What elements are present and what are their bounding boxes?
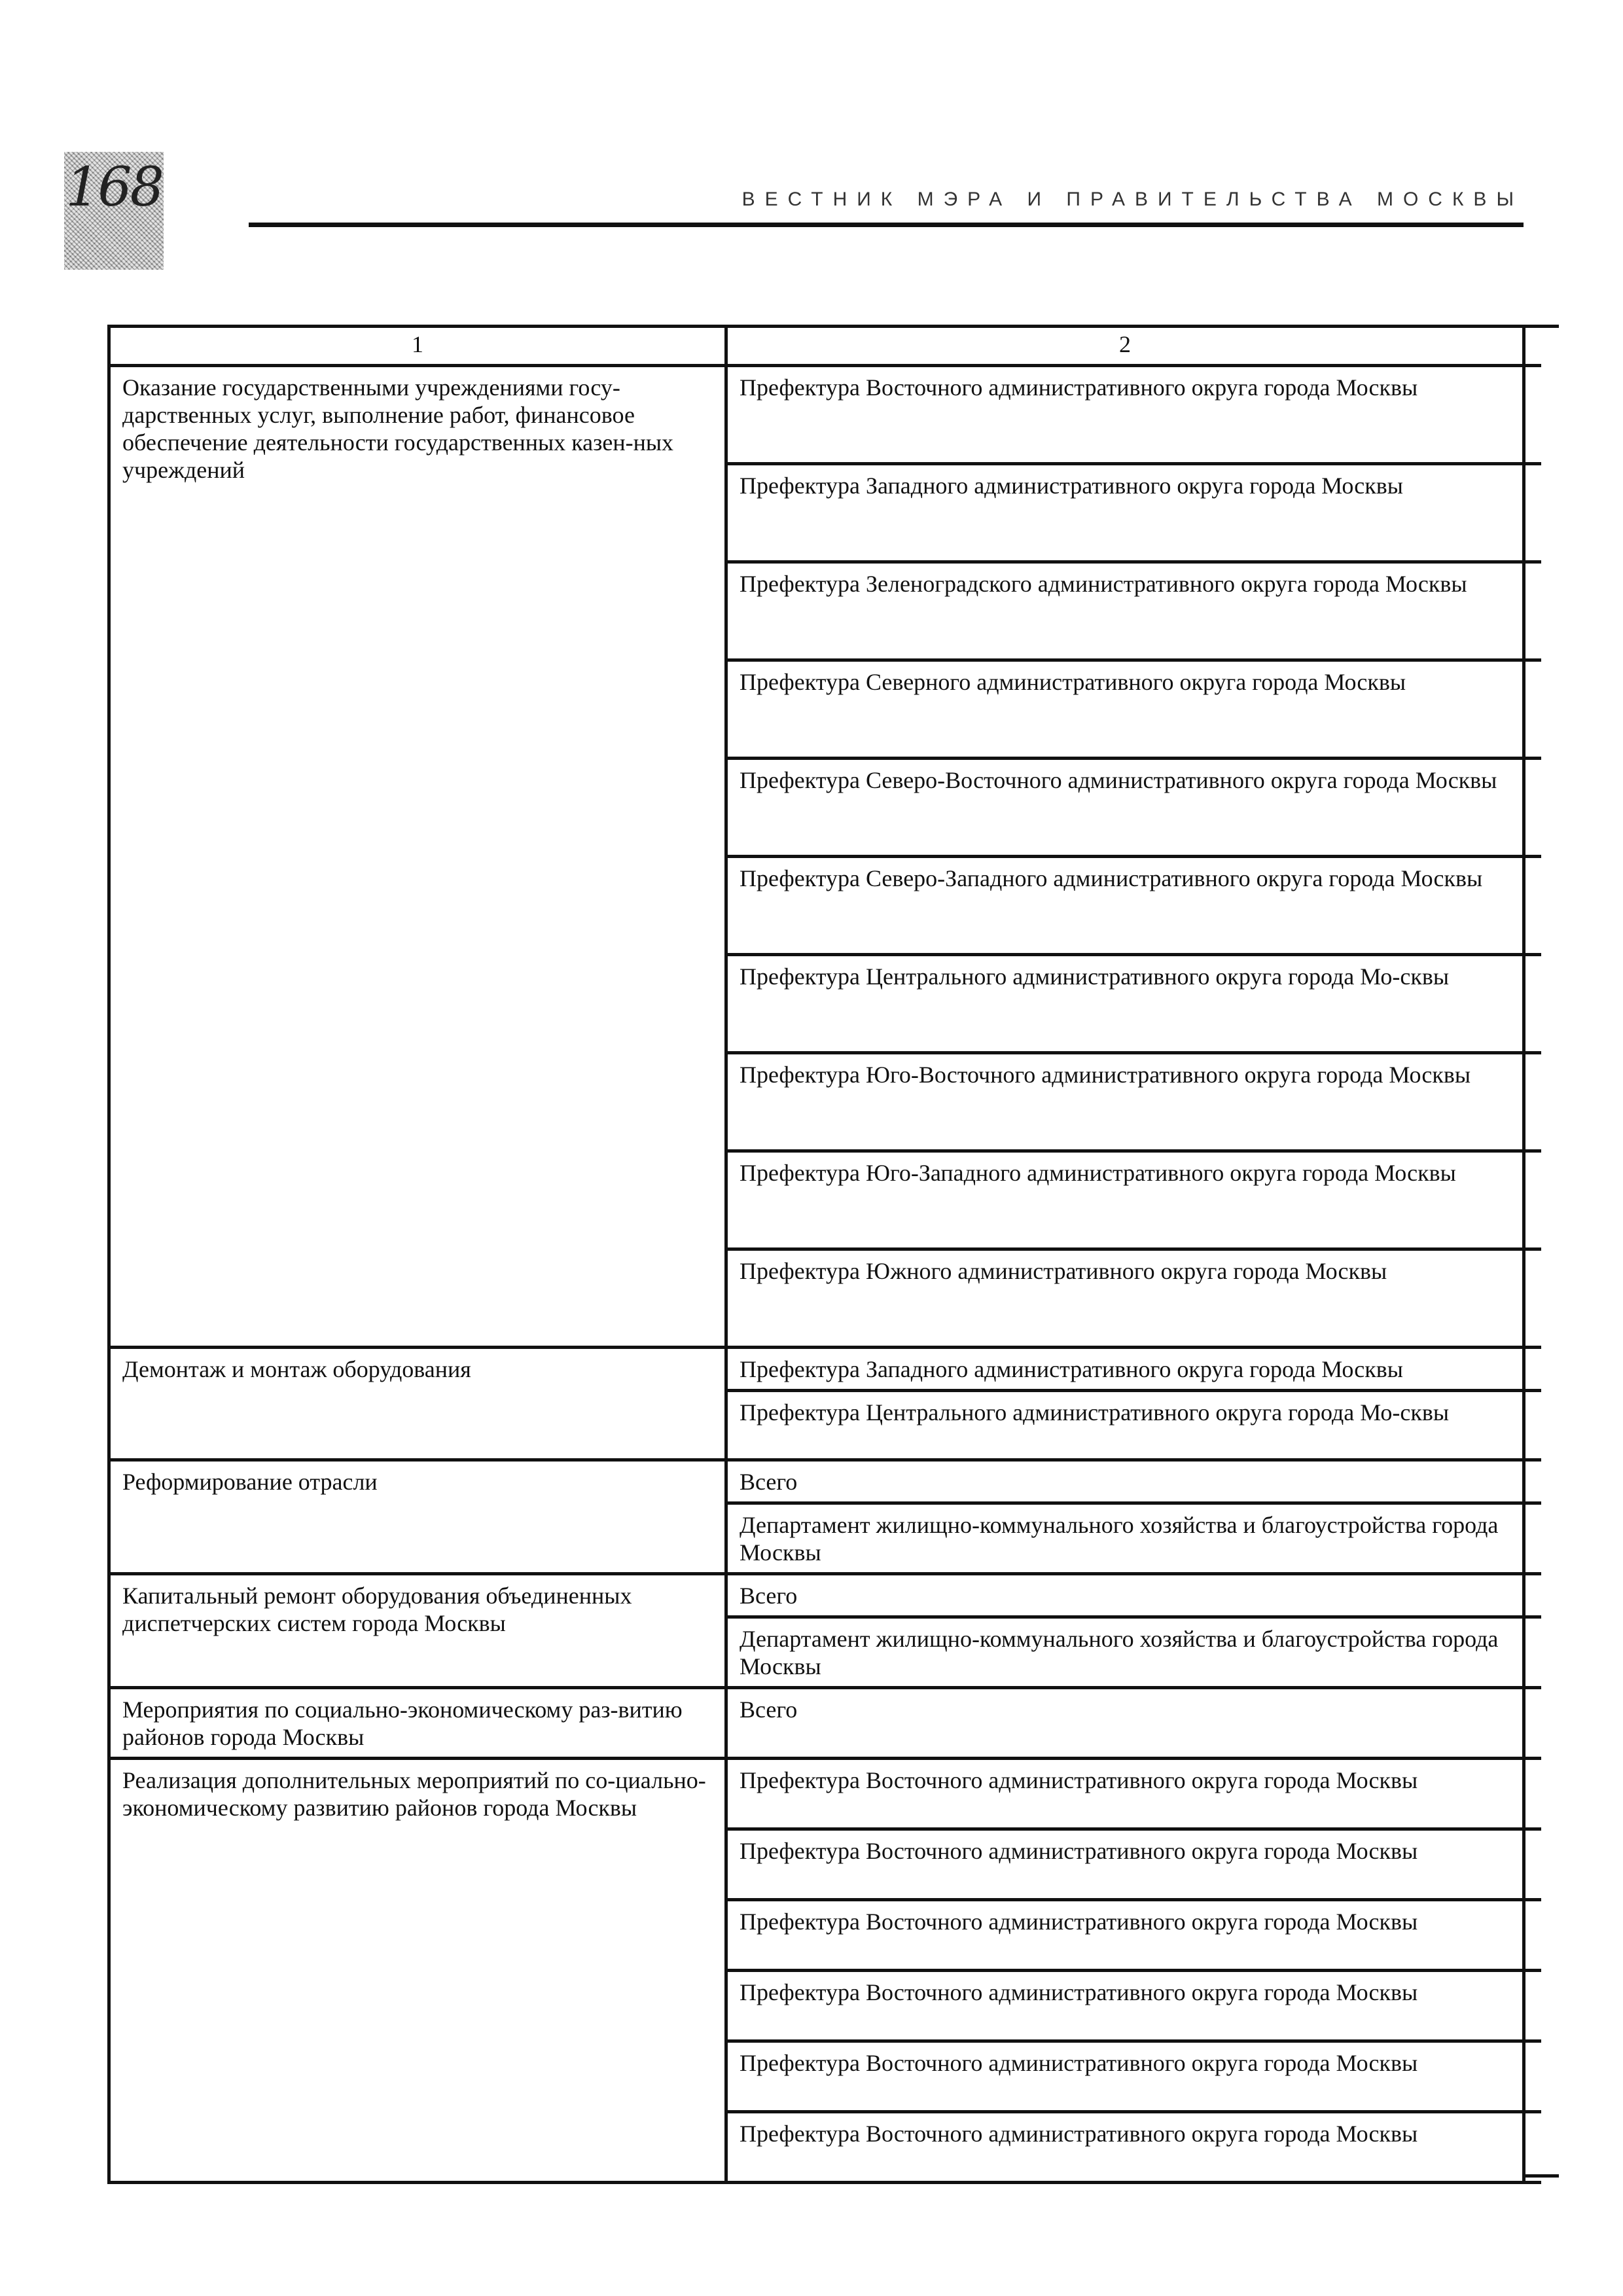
table-row <box>109 1759 1542 1829</box>
row-label: Мероприятия по социально-экономическому раз-витию районов города Москвы <box>109 1688 726 1759</box>
row-item: Префектура Восточного административного округа города Москвы <box>726 1829 1524 1900</box>
row-item: Департамент жилищно-коммунального хозяйства и благоустройства города Москвы <box>726 1617 1524 1688</box>
table-edge <box>1522 325 1559 328</box>
row-item: Департамент жилищно-коммунального хозяйства и благоустройства города Москвы <box>726 1503 1524 1574</box>
column-header-2: 2 <box>726 327 1524 366</box>
journal-title: ВЕСТНИК МЭРА И ПРАВИТЕЛЬСТВА МОСКВЫ <box>741 188 1524 210</box>
row-value <box>1524 1971 1542 2041</box>
row-label: Капитальный ремонт оборудования объединенных диспетчерских систем города Москвы <box>109 1574 726 1688</box>
row-value <box>1524 1503 1542 1574</box>
table-row <box>109 366 1542 464</box>
column-header-1: 1 <box>109 327 726 366</box>
row-value <box>1524 1688 1542 1759</box>
row-item: Префектура Северо-Западного административного округа города Москвы <box>726 857 1524 955</box>
row-item: Префектура Центрального административного округа города Мо-сквы <box>726 1391 1524 1460</box>
row-label: Демонтаж и монтаж оборудования <box>109 1348 726 1460</box>
row-value <box>1524 1151 1542 1249</box>
row-item: Префектура Восточного административного округа города Москвы <box>726 366 1524 464</box>
table-row <box>109 1574 1542 1617</box>
row-item: Всего <box>726 1688 1524 1759</box>
budget-table <box>107 325 1541 2184</box>
page-number-badge <box>64 152 164 270</box>
header-rule <box>249 223 1524 227</box>
row-value <box>1524 759 1542 857</box>
row-item: Префектура Восточного административного округа города Москвы <box>726 1971 1524 2041</box>
row-item: Префектура Восточного административного округа города Москвы <box>726 1900 1524 1971</box>
row-item: Префектура Восточного административного округа города Москвы <box>726 2112 1524 2183</box>
row-value <box>1524 1460 1542 1503</box>
row-item: Префектура Северо-Восточного административного округа города Москвы <box>726 759 1524 857</box>
row-item: Префектура Восточного административного округа города Москвы <box>726 2041 1524 2112</box>
row-label: Реализация дополнительных мероприятий по со-циально-экономическому развитию районов города Москвы <box>109 1759 726 2183</box>
column-header-3 <box>1524 327 1542 366</box>
row-item: Префектура Зеленоградского административного округа города Москвы <box>726 562 1524 660</box>
row-item: Префектура Западного административного округа города Москвы <box>726 1348 1524 1391</box>
row-value <box>1524 1574 1542 1617</box>
page-number: 168 <box>65 156 162 219</box>
row-value <box>1524 1829 1542 1900</box>
table-row <box>109 1688 1542 1759</box>
table-row <box>109 1348 1542 1391</box>
row-value <box>1524 1053 1542 1151</box>
row-value <box>1524 955 1542 1053</box>
row-value <box>1524 366 1542 464</box>
row-value <box>1524 1249 1542 1348</box>
row-value <box>1524 1900 1542 1971</box>
row-item: Всего <box>726 1574 1524 1617</box>
row-value <box>1524 2041 1542 2112</box>
row-value <box>1524 464 1542 562</box>
table-header-row <box>109 327 1542 366</box>
row-item: Префектура Юго-Западного административного округа города Москвы <box>726 1151 1524 1249</box>
row-item: Префектура Центрального административного округа города Мо-сквы <box>726 955 1524 1053</box>
row-value <box>1524 1759 1542 1829</box>
row-item: Префектура Южного административного округа города Москвы <box>726 1249 1524 1348</box>
row-item: Всего <box>726 1460 1524 1503</box>
row-label: Реформирование отрасли <box>109 1460 726 1574</box>
row-value <box>1524 660 1542 759</box>
row-value <box>1524 1348 1542 1391</box>
table-row <box>109 1460 1542 1503</box>
row-value <box>1524 1617 1542 1688</box>
row-item: Префектура Юго-Восточного административного округа города Москвы <box>726 1053 1524 1151</box>
row-item: Префектура Западного административного округа города Москвы <box>726 464 1524 562</box>
row-value <box>1524 2112 1542 2183</box>
row-value <box>1524 562 1542 660</box>
row-item: Префектура Восточного административного округа города Москвы <box>726 1759 1524 1829</box>
table-edge <box>1522 2174 1559 2178</box>
row-item: Префектура Северного административного округа города Москвы <box>726 660 1524 759</box>
row-label: Оказание государственными учреждениями госу-дарственных услуг, выполнение работ, финансовое обеспечение деятельности государственных казен-ных учреждений <box>109 366 726 1348</box>
row-value <box>1524 1391 1542 1460</box>
row-value <box>1524 857 1542 955</box>
